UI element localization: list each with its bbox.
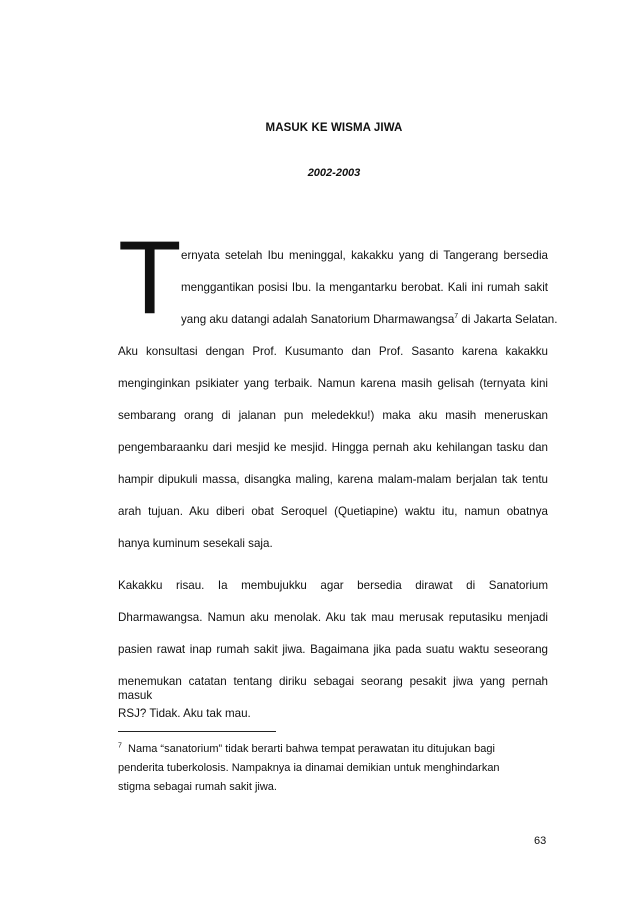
footnote-number: 7 (118, 742, 122, 750)
footnote-separator (118, 731, 276, 732)
text-line-with-footnote (181, 313, 558, 327)
footnote-line (118, 742, 495, 756)
chapter-years: 2002-2003 (307, 167, 361, 179)
text-line: RSJ? Tidak. Aku tak mau. (118, 707, 251, 720)
text-line: arah tujuan. Aku diberi obat Seroquel (Quetiapine) waktu itu, namun obatnya (118, 505, 548, 518)
text-segment: yang aku datangi adalah Sanatorium Dharmawangsa (181, 313, 455, 326)
text-line: Aku konsultasi dengan Prof. Kusumanto dan Prof. Sasanto karena kakakku (118, 345, 548, 358)
text-line: Kakakku risau. Ia membujukku agar bersedia dirawat di Sanatorium (118, 579, 548, 592)
footnote-reference: 7 (454, 313, 459, 321)
text-line: hanya kuminum sesekali saja. (118, 537, 273, 550)
footnote-text: Nama “sanatorium” tidak berarti bahwa tempat perawatan itu ditujukan bagi (128, 743, 495, 755)
text-line: menggantikan posisi Ibu. Ia mengantarku berobat. Kali ini rumah sakit (181, 281, 548, 294)
page-number: 63 (534, 835, 547, 847)
chapter-title: MASUK KE WISMA JIWA (265, 122, 403, 134)
footnote-line: penderita tuberkolosis. Nampaknya ia dinamai demikian untuk menghindarkan (118, 762, 500, 774)
text-line: menginginkan psikiater yang terbaik. Namun karena masih gelisah (ternyata kini (118, 377, 548, 390)
text-line: Dharmawangsa. Namun aku menolak. Aku tak mau merusak reputasiku menjadi (118, 611, 548, 624)
text-segment: di Jakarta Selatan. (461, 313, 558, 326)
text-line: pengembaraanku dari mesjid ke mesjid. Hingga pernah aku kehilangan tasku dan (118, 441, 548, 454)
text-line: sembarang orang di jalanan pun meledekku!) maka aku masih meneruskan (118, 409, 548, 422)
text-line: hampir dipukuli massa, disangka maling, karena malam-malam berjalan tak tentu (118, 473, 548, 486)
text-line: ernyata setelah Ibu meninggal, kakakku yang di Tangerang bersedia (181, 249, 548, 262)
text-line: pasien rawat inap rumah sakit jiwa. Bagaimana jika pada suatu waktu seseorang (118, 643, 548, 656)
footnote-line: stigma sebagai rumah sakit jiwa. (118, 781, 277, 793)
text-line: menemukan catatan tentang diriku sebagai seorang pesakit jiwa yang pernah masuk (118, 675, 548, 702)
drop-cap: T (118, 220, 182, 336)
